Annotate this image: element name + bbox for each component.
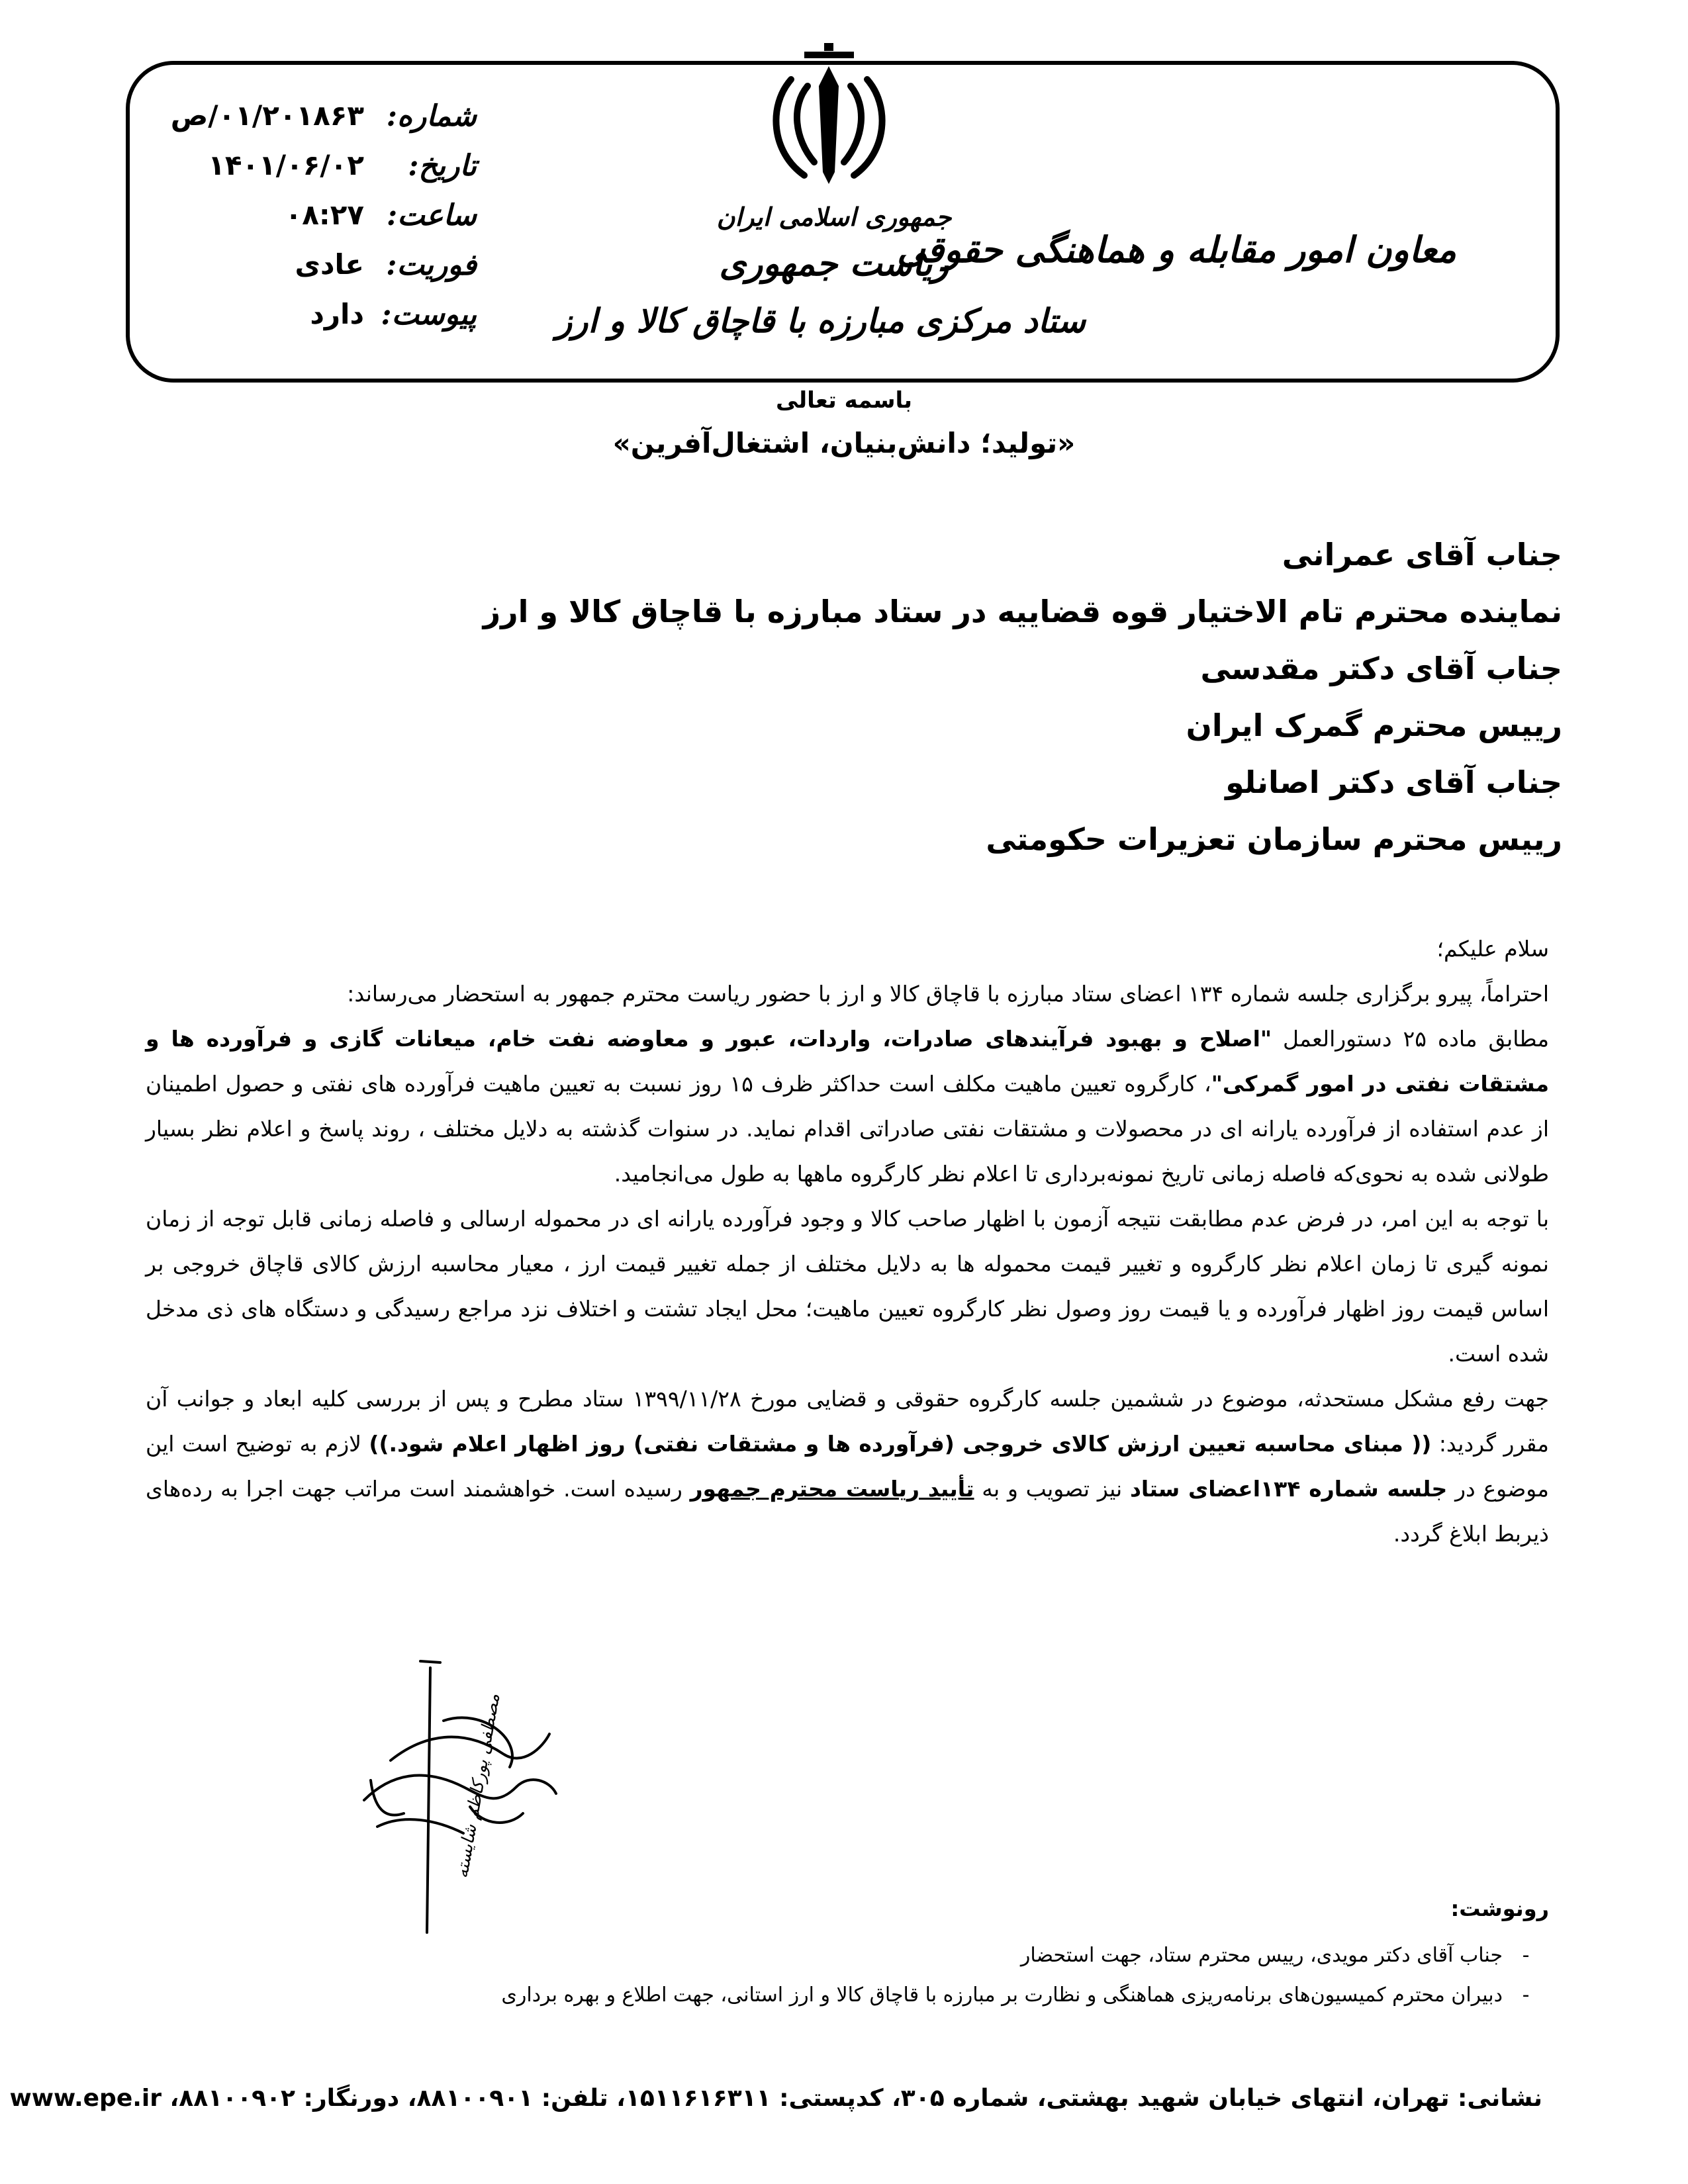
cc-dash: - bbox=[1522, 1983, 1530, 2007]
meta-value: ۰۱/۲۰۱۸۶۳/ص bbox=[170, 99, 364, 132]
bismillah-text: باسمه تعالی bbox=[775, 387, 913, 414]
meta-number bbox=[165, 99, 477, 139]
paragraph-2-text-b: ، کارگروه تعیین ماهیت مکلف است حداکثر ظرف ۱۵ روز نسبت به تعیین ماهیت فرآورده های نفتی و حصول اطمینان از عدم استفاده از فرآورده یارانه ای در محصولات و مشتقات نفتی صادراتی اقدام نماید. در سنوات گذشته به دلایل مختلف ، روند پاسخ و اعلام نظر بسیار طولانی شده به نحوی‌که فاصله زمانی تاریخ نمونه‌برداری تا اعلام نظر کارگروه ماهها به طول می‌انجامید. bbox=[146, 1071, 1549, 1187]
recipient-line: جناب آقای دکتر مقدسی bbox=[1200, 651, 1562, 686]
recipient-line: رییس محترم سازمان تعزیرات حکومتی bbox=[986, 821, 1562, 857]
cc-item-text: دبیران محترم کمیسیون‌های برنامه‌ریزی هماهنگی و نظارت بر مبارزه با قاچاق کالا و ارز استانی، جهت اطلاع و بهره برداری bbox=[501, 1983, 1503, 2007]
presidency-title: ریاست جمهوری bbox=[719, 244, 949, 284]
paragraph-4-text-a: جهت رفع مشکل مستحدثه، موضوع در ششمین جلسه کارگروه حقوقی و قضایی مورخ ۱۳۹۹/۱۱/۲۸ ستاد مطرح و پس از بررسی کلیه ابعاد و جوانب آن مقرر گردید: bbox=[146, 1386, 1550, 1457]
paragraph-4 bbox=[146, 1377, 1549, 1557]
paragraph-4-text-d: رسیده است. خواهشمند است مراتب جهت اجرا به رده‌های ذیربط ابلاغ گردد. bbox=[146, 1476, 1549, 1547]
recipients-block bbox=[172, 526, 1562, 868]
instruction-title: "اصلاح و بهبود فرآیندهای صادرات، واردات، عبور و معاوضه نفت خام، میعانات گازی و فرآورده ها و مشتقات نفتی در امور گمرکی" bbox=[146, 1026, 1549, 1097]
cc-item bbox=[225, 1976, 1549, 2015]
meta-label: فوریت: bbox=[386, 248, 477, 282]
meta-priority bbox=[165, 248, 477, 288]
meta-value: دارد bbox=[310, 298, 364, 330]
paragraph-1: احتراماً، پیرو برگزاری جلسه شماره ۱۳۴ اعضای ستاد مبارزه با قاچاق کالا و ارز با حضور ریاست محترم جمهور به استحضار می‌رساند: bbox=[347, 981, 1549, 1007]
department-title: معاون امور مقابله و هماهنگی حقوقی bbox=[897, 228, 1456, 271]
recipient-line: جناب آقای دکتر اصانلو bbox=[1225, 764, 1562, 800]
greeting: سلام علیکم؛ bbox=[1436, 936, 1549, 962]
cc-dash: - bbox=[1522, 1944, 1530, 1967]
meta-value: ۰۸:۲۷ bbox=[285, 199, 364, 231]
recipient-line: رییس محترم گمرک ایران bbox=[1186, 707, 1562, 743]
meta-value: ۱۴۰۱/۰۶/۰۲ bbox=[208, 149, 364, 181]
republic-title: جمهوری اسلامی ایران bbox=[716, 202, 952, 232]
slogan-text: «تولید؛ دانش‌بنیان، اشتغال‌آفرین» bbox=[612, 427, 1076, 459]
recipient-line: نماینده محترم تام الاختیار قوه قضاییه در ستاد مبارزه با قاچاق کالا و ارز bbox=[483, 594, 1562, 629]
paragraph-4-text-c: نیز تصویب و به bbox=[974, 1476, 1130, 1502]
recipient-line: جناب آقای عمرانی bbox=[1282, 537, 1562, 572]
paragraph-3: با توجه به این امر، در فرض عدم مطابقت نتیجه آزمون با اظهار صاحب کالا و وجود فرآورده یارانه ای در محموله ارسالی و فاصله زمانی قابل توجه از زمان نمونه گیری تا زمان اعلام نظر کارگروه و تغییر قیمت محموله ها به دلایل مختلف از جمله تغییر قیمت ارز ، معیار محاسبه ارزش کالای قاچاق خروجی بر اساس قیمت روز اظهار فرآورده و یا قیمت روز وصول نظر کارگروه تعیین ماهیت؛ محل ایجاد تشتت و اختلاف نزد مراجع رسیدگی و دستگاه های ذی مدخل شده است. bbox=[146, 1206, 1549, 1367]
meta-label: شماره: bbox=[386, 99, 477, 133]
cc-block bbox=[225, 1896, 1549, 2015]
headquarters-title: ستاد مرکزی مبارزه با قاچاق کالا و ارز bbox=[556, 301, 1086, 340]
meta-label: ساعت: bbox=[387, 199, 477, 232]
meta-label: پیوست: bbox=[381, 298, 477, 332]
meta-date bbox=[165, 149, 477, 189]
paragraph-2-text-a: مطابق ماده ۲۵ دستورالعمل bbox=[1272, 1026, 1549, 1052]
decision-text: (( مبنای محاسبه تعیین ارزش کالای خروجی (فرآورده ها و مشتقات نفتی) روز اظهار اعلام شود.)) bbox=[369, 1431, 1432, 1457]
meta-value: عادی bbox=[295, 248, 364, 281]
letter-body bbox=[146, 927, 1549, 1557]
cc-item bbox=[225, 1936, 1549, 1976]
paragraph-4-text-b: لازم به توضیح است این موضوع در bbox=[146, 1431, 1549, 1502]
cc-title: رونوشت: bbox=[1450, 1896, 1549, 1921]
iran-emblem-icon bbox=[758, 40, 900, 199]
paragraph-2 bbox=[146, 1017, 1549, 1197]
meta-time bbox=[165, 199, 477, 238]
session-reference: جلسه شماره ۱۳۴اعضای ستاد bbox=[1130, 1476, 1448, 1502]
cc-item-text: جناب آقای دکتر مویدی، رییس محترم ستاد، جهت استحضار bbox=[1020, 1944, 1503, 1967]
signer-name: مصطفی پورکاظم شایسته bbox=[451, 1692, 504, 1880]
meta-attachment bbox=[165, 298, 477, 338]
footer-address: نشانی: تهران، انتهای خیابان شهید بهشتی، شماره ۳۰۵، کدپستی: ۱۵۱۱۶۱۶۳۱۱، تلفن: ۸۸۱۰۰۹۰۱، دورنگار: ۸۸۱۰۰۹۰۲، www.epe.ir bbox=[9, 2085, 1542, 2112]
president-approval: تأیید ریاست محترم جمهور bbox=[690, 1476, 974, 1502]
meta-label: تاریخ: bbox=[408, 149, 477, 183]
